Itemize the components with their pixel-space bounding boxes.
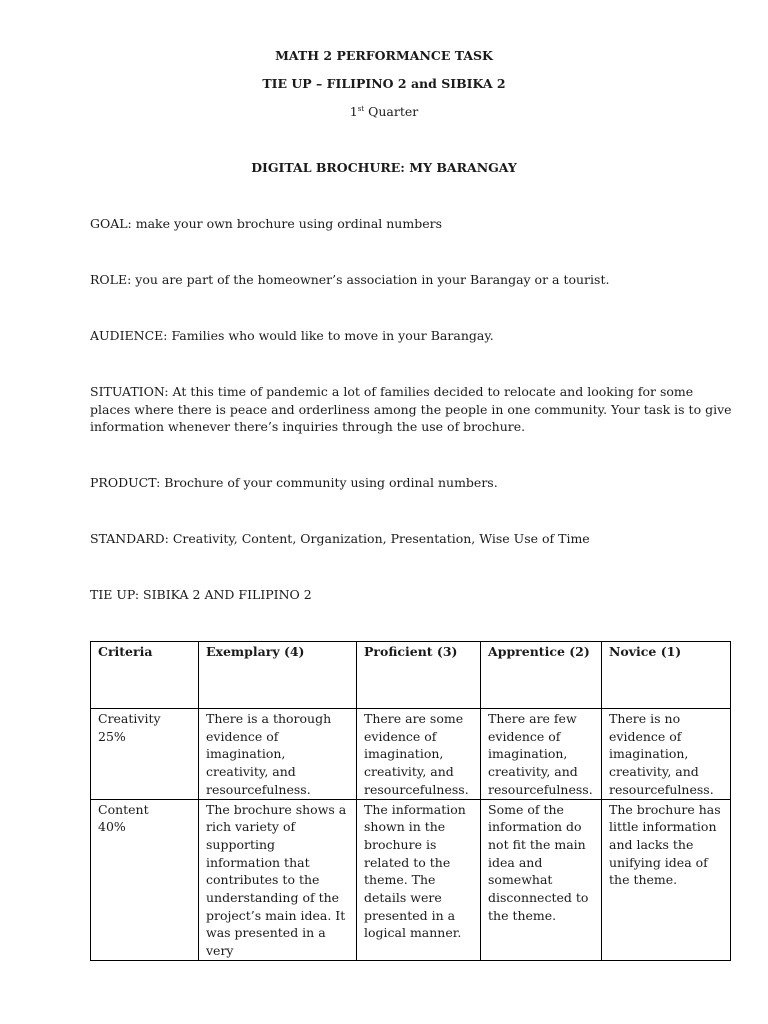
brochure-subtitle: DIGITAL BROCHURE: MY BARANGAY (251, 160, 517, 175)
quarter-number: 1 (349, 104, 358, 119)
goal-paragraph: GOAL: make your own brochure using ordinal numbers (90, 216, 442, 231)
apprentice-cell: Some of the information do not fit the main idea and somewhat disconnected to the theme. (481, 799, 602, 960)
proficient-cell: There are some evidence of imagination, creativity, and resourcefulness. (357, 709, 481, 800)
header-criteria: Criteria (91, 642, 199, 709)
exemplary-cell: The brochure shows a rich variety of supporting information that contributes to the understanding of the project’s main idea. It was presented in a very (199, 799, 357, 960)
rubric-header-row (91, 642, 731, 709)
quarter-ordinal-suffix: st (357, 104, 365, 113)
table-row (91, 799, 731, 960)
criterion-weight: 25% (98, 728, 126, 744)
quarter-label (0, 103, 768, 121)
rubric-table (90, 641, 731, 961)
criterion-name: Content (98, 801, 149, 817)
criterion-weight: 40% (98, 819, 126, 835)
situation-paragraph: SITUATION: At this time of pandemic a lot of families decided to relocate and looking for some places where there is peace and orderliness among the people in one community. Your task is to give information whenever there’s inquiries through the use of brochure. (90, 384, 732, 434)
header-novice: Novice (1) (602, 642, 731, 709)
header-apprentice: Apprentice (2) (481, 642, 602, 709)
product-paragraph: PRODUCT: Brochure of your community using ordinal numbers. (90, 475, 498, 490)
proficient-cell: The information shown in the brochure is related to the theme. The details were presented in a logical manner. (357, 799, 481, 960)
apprentice-cell: There are few evidence of imagination, creativity, and resourcefulness. (481, 709, 602, 800)
standard-paragraph: STANDARD: Creativity, Content, Organization, Presentation, Wise Use of Time (90, 531, 590, 546)
novice-cell: The brochure has little information and lacks the unifying idea of the theme. (602, 799, 731, 960)
criterion-name: Creativity (98, 711, 161, 726)
table-row (91, 709, 731, 800)
novice-cell: There is no evidence of imagination, creativity, and resourcefulness. (602, 709, 731, 800)
exemplary-cell: There is a thorough evidence of imagination, creativity, and resourcefulness. (199, 709, 357, 800)
header-proficient: Proficient (3) (357, 642, 481, 709)
role-paragraph: ROLE: you are part of the homeowner’s association in your Barangay or a tourist. (90, 272, 610, 287)
document-title: MATH 2 PERFORMANCE TASK (275, 48, 493, 63)
criteria-cell (91, 799, 199, 960)
header-exemplary: Exemplary (4) (199, 642, 357, 709)
criteria-cell (91, 709, 199, 800)
audience-paragraph: AUDIENCE: Families who would like to move in your Barangay. (90, 328, 494, 343)
quarter-word: Quarter (364, 104, 419, 119)
tie-up-heading: TIE UP – FILIPINO 2 and SIBIKA 2 (262, 76, 506, 91)
tie-up-paragraph: TIE UP: SIBIKA 2 AND FILIPINO 2 (90, 587, 312, 602)
